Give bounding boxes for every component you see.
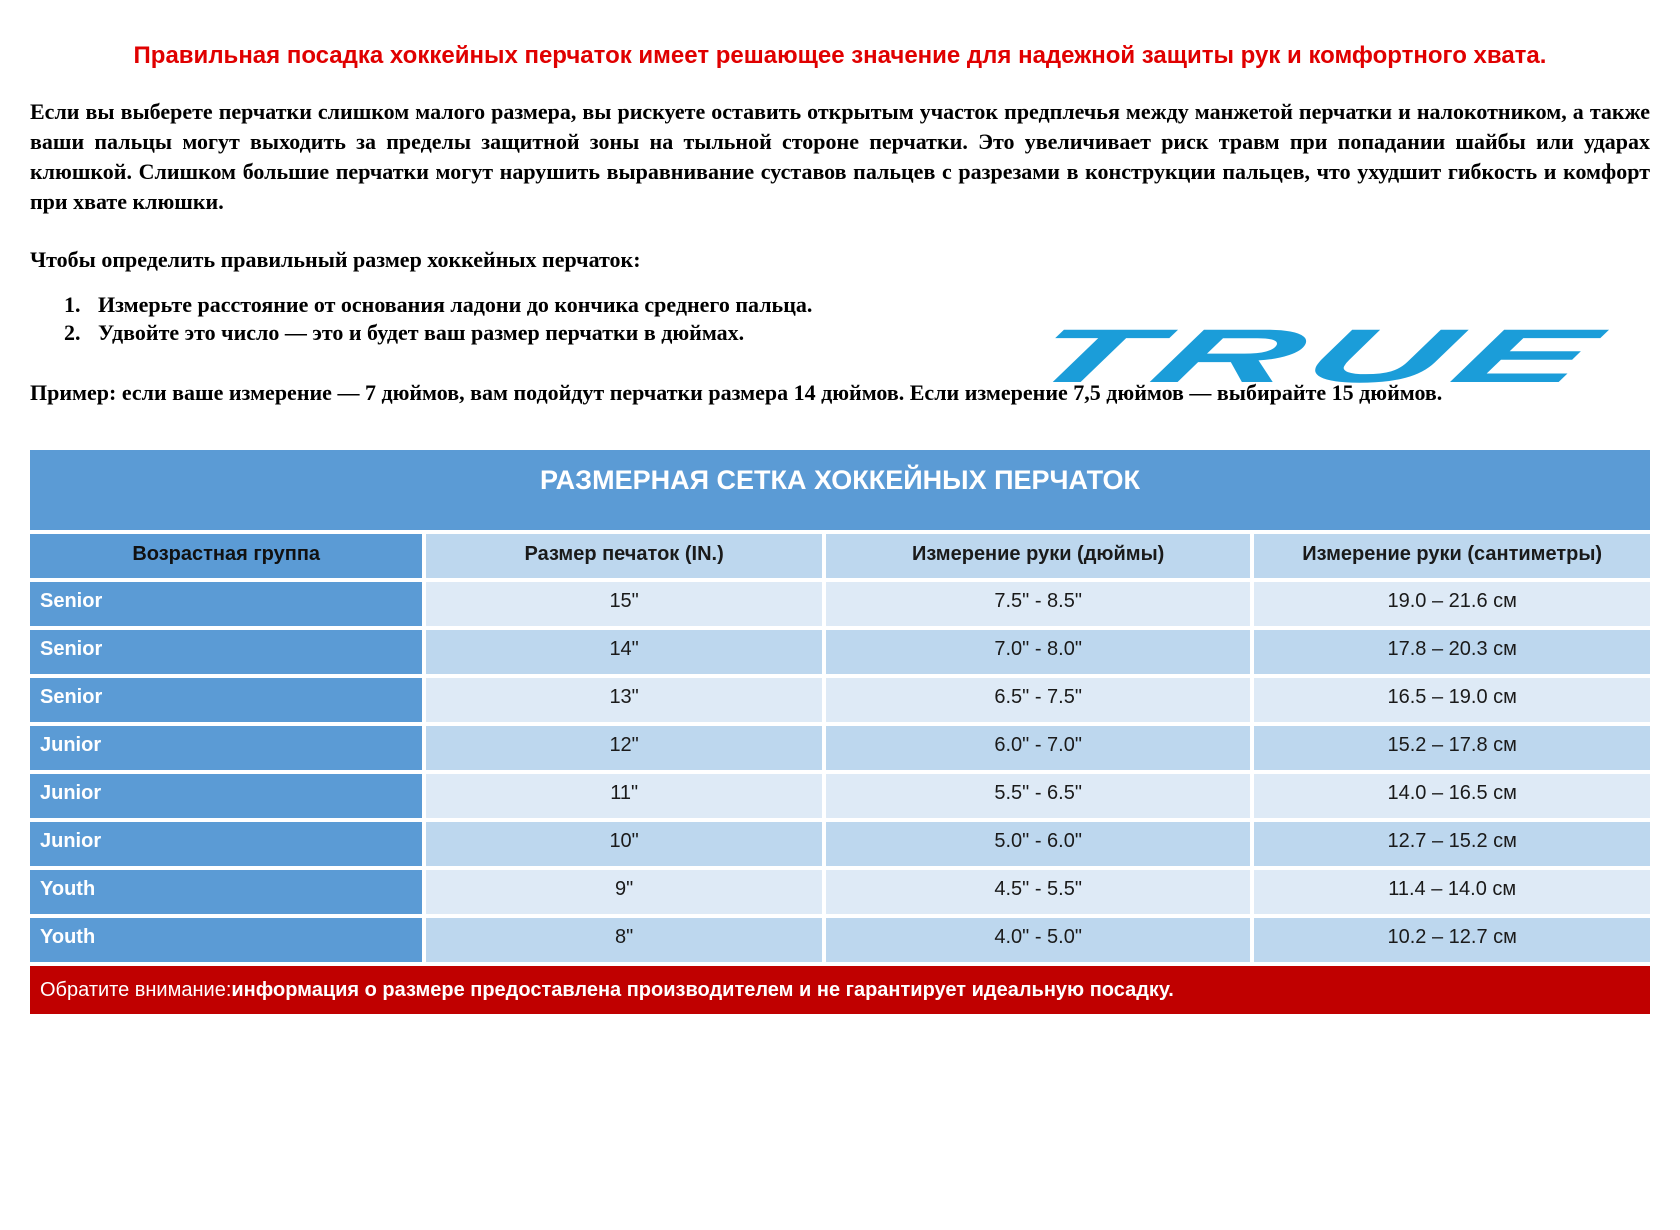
- page-title: Правильная посадка хоккейных перчаток имеет решающее значение для надежной защиты рук и комфортного хвата.: [133, 42, 1547, 69]
- cell-size-in: 9": [426, 870, 822, 914]
- sizing-table: [26, 530, 1654, 966]
- disclaimer-bold-text: информация о размере предоставлена производителем и не гарантирует идеальную посадку.: [231, 978, 1174, 1001]
- table-row: [30, 774, 1650, 818]
- list-item-number: 1.: [64, 292, 81, 317]
- cell-hand-in: 7.5" - 8.5": [826, 582, 1251, 626]
- disclaimer-bar: [30, 966, 1650, 1014]
- cell-hand-in: 6.5" - 7.5": [826, 678, 1251, 722]
- cell-size-in: 12": [426, 726, 822, 770]
- list-item-text: Удвойте это число — это и будет ваш размер перчатки в дюймах.: [98, 320, 745, 345]
- cell-hand-in: 4.5" - 5.5": [826, 870, 1251, 914]
- cell-hand-in: 4.0" - 5.0": [826, 918, 1251, 962]
- true-logo: [1000, 314, 1630, 399]
- header-hand-cm: Измерение руки (сантиметры): [1254, 534, 1650, 578]
- table-row: [30, 870, 1650, 914]
- cell-age-group: Senior: [30, 582, 422, 626]
- cell-hand-cm: 15.2 – 17.8 см: [1254, 726, 1650, 770]
- cell-age-group: Senior: [30, 678, 422, 722]
- cell-size-in: 14": [426, 630, 822, 674]
- cell-age-group: Junior: [30, 726, 422, 770]
- cell-hand-cm: 11.4 – 14.0 см: [1254, 870, 1650, 914]
- example-text: Пример: если ваше измерение — 7 дюймов, вам подойдут перчатки размера 14 дюймов. Если измерение 7,5 дюймов — выбирайте 15 дюймов.: [30, 380, 1443, 405]
- table-row: [30, 582, 1650, 626]
- cell-age-group: Youth: [30, 870, 422, 914]
- cell-size-in: 13": [426, 678, 822, 722]
- table-row: [30, 822, 1650, 866]
- cell-hand-in: 5.0" - 6.0": [826, 822, 1251, 866]
- cell-size-in: 10": [426, 822, 822, 866]
- cell-size-in: 15": [426, 582, 822, 626]
- lead-text: Чтобы определить правильный размер хоккейных перчаток:: [30, 247, 641, 272]
- cell-hand-cm: 14.0 – 16.5 см: [1254, 774, 1650, 818]
- table-row: [30, 630, 1650, 674]
- header-hand-in: Измерение руки (дюймы): [826, 534, 1251, 578]
- sizing-chart: [30, 450, 1650, 1014]
- cell-age-group: Youth: [30, 918, 422, 962]
- intro-paragraph: Если вы выберете перчатки слишком малого размера, вы рискуете оставить открытым участок предплечья между манжетой перчатки и налокотником, а также ваши пальцы могут выходить за пределы защитной зоны на тыльной стороне перчатки. Это увеличивает риск травм при попадании шайбы или ударах клюшкой. Слишком большие перчатки могут нарушить выравнивание суставов пальцев с разрезами в конструкции пальцев, что ухудшит гибкость и комфорт при хвате клюшки.: [30, 99, 1650, 214]
- table-row: [30, 726, 1650, 770]
- cell-hand-cm: 19.0 – 21.6 см: [1254, 582, 1650, 626]
- cell-hand-cm: 10.2 – 12.7 см: [1254, 918, 1650, 962]
- disclaimer-prefix: Обратите внимание:: [40, 978, 232, 1001]
- header-size-in: Размер печаток (IN.): [426, 534, 822, 578]
- cell-hand-in: 5.5" - 6.5": [826, 774, 1251, 818]
- cell-hand-cm: 12.7 – 15.2 см: [1254, 822, 1650, 866]
- cell-age-group: Senior: [30, 630, 422, 674]
- cell-hand-in: 6.0" - 7.0": [826, 726, 1251, 770]
- table-row: [30, 678, 1650, 722]
- cell-hand-cm: 16.5 – 19.0 см: [1254, 678, 1650, 722]
- header-age-group: Возрастная группа: [30, 534, 422, 578]
- list-item-number: 2.: [64, 320, 81, 345]
- cell-age-group: Junior: [30, 822, 422, 866]
- table-title-banner: РАЗМЕРНАЯ СЕТКА ХОККЕЙНЫХ ПЕРЧАТОК: [30, 450, 1650, 530]
- table-row: [30, 918, 1650, 962]
- table-header-row: [30, 534, 1650, 578]
- true-logo-wordmark: TRUE: [1008, 314, 1623, 399]
- cell-size-in: 11": [426, 774, 822, 818]
- cell-age-group: Junior: [30, 774, 422, 818]
- list-item-text: Измерьте расстояние от основания ладони до кончика среднего пальца.: [98, 292, 813, 317]
- cell-hand-in: 7.0" - 8.0": [826, 630, 1251, 674]
- cell-hand-cm: 17.8 – 20.3 см: [1254, 630, 1650, 674]
- cell-size-in: 8": [426, 918, 822, 962]
